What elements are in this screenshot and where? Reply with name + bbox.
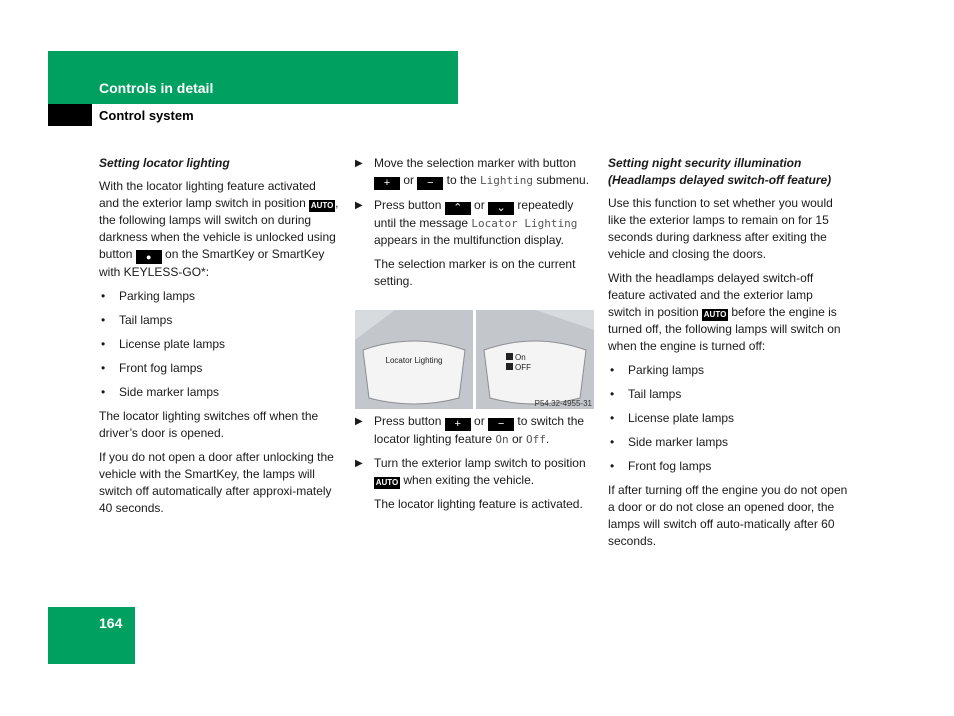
figure-id: P54.32-4955-31 — [534, 399, 592, 408]
list-item: • Parking lamps — [99, 288, 339, 305]
display-text: On — [495, 433, 509, 446]
step-text: or — [508, 432, 526, 446]
conditions-text: With the headlamps delayed switch-off feature activated and the exterior lamp switch in position — [608, 271, 814, 319]
step-text: submenu. — [533, 173, 590, 187]
intro-text: on the SmartKey or SmartKey with KEYLESS-GO*: — [99, 247, 325, 279]
step-text: . — [545, 432, 550, 446]
column-steps — [355, 155, 595, 297]
display-screen-graphic — [476, 310, 594, 409]
display-screen-graphic — [355, 310, 473, 409]
step-text: to the — [443, 173, 481, 187]
auto-switch-icon: AUTO — [310, 201, 334, 210]
locator-switch-off-text: The locator lighting switches off when the driver’s door is opened. — [99, 409, 319, 440]
locator-lamp-list — [99, 288, 339, 401]
up-button-icon: ⌃ — [445, 202, 471, 215]
step-text: repeatedly until the message — [374, 198, 574, 230]
step-text: Move the selection marker with button — [374, 156, 577, 170]
step-turn-switch — [355, 455, 595, 489]
selection-marker-note: The selection marker is on the current setting. — [374, 257, 576, 288]
auto-switch-icon: AUTO — [375, 478, 399, 487]
step-find-message — [355, 197, 595, 249]
step-arrow-icon: ▶ — [355, 416, 363, 427]
header-marker — [48, 104, 92, 126]
display-text: Locator Lighting — [471, 217, 578, 230]
screen-off-label: OFF — [515, 363, 531, 372]
night-security-conditions — [608, 270, 848, 355]
plus-button-icon: + — [374, 177, 400, 190]
unlock-button-icon: ● — [136, 250, 162, 264]
column-steps-continued — [355, 413, 595, 520]
display-text: Off — [526, 433, 546, 446]
list-item: • Tail lamps — [608, 386, 848, 403]
night-security-heading: Setting night security illumination (Headlamps delayed switch-off feature) — [608, 156, 832, 187]
display-panel-menu — [355, 310, 473, 409]
list-item: • License plate lamps — [608, 410, 848, 427]
list-item: • Parking lamps — [608, 362, 848, 379]
step-toggle-feature — [355, 413, 595, 448]
night-security-timeout-text: If after turning off the engine you do not open a door or do not close an opened door, the lamps will switch off auto-matically after 60 seconds. — [608, 483, 848, 548]
section-subtitle: Control system — [99, 108, 194, 123]
locator-heading: Setting locator lighting — [99, 156, 230, 170]
column-night-security — [608, 155, 848, 557]
minus-button-icon: − — [417, 177, 443, 190]
conditions-text: before the engine is turned off, the following lamps will switch on when the engine is turned off: — [608, 305, 841, 353]
step-arrow-icon: ▶ — [355, 158, 363, 169]
locator-intro — [99, 178, 339, 281]
auto-switch-icon: AUTO — [703, 310, 727, 319]
step-text: Press button — [374, 198, 445, 212]
step-text: appears in the multifunction display. — [374, 233, 564, 247]
display-panel-setting — [476, 310, 594, 409]
selection-marker-icon — [506, 353, 513, 360]
plus-button-icon: + — [445, 418, 471, 431]
header-band — [48, 51, 458, 104]
step-text: to switch the locator lighting feature — [374, 414, 585, 446]
page-number: 164 — [99, 615, 123, 631]
list-item: • Front fog lamps — [99, 360, 339, 377]
step-select-submenu — [355, 155, 595, 190]
option-marker-icon — [506, 363, 513, 370]
step-text: Press button — [374, 414, 445, 428]
feature-activated-note: The locator lighting feature is activated. — [374, 497, 583, 511]
step-text: when exiting the vehicle. — [400, 473, 535, 487]
step-arrow-icon: ▶ — [355, 458, 363, 469]
section-title: Controls in detail — [99, 80, 214, 96]
screen-on-label: On — [515, 353, 526, 362]
step-text: or — [400, 173, 418, 187]
list-item: • Side marker lamps — [608, 434, 848, 451]
step-text: or — [470, 198, 489, 212]
locator-timeout-text: If you do not open a door after unlocking the vehicle with the SmartKey, the lamps will switch off automatically after approxi-mately 40 seconds. — [99, 450, 334, 515]
column-locator-lighting — [99, 155, 339, 524]
display-figure — [355, 310, 593, 409]
display-text: Lighting — [480, 174, 534, 187]
step-text: Turn the exterior lamp switch to position — [374, 456, 586, 470]
screen-label: Locator Lighting — [385, 356, 443, 365]
step-arrow-icon: ▶ — [355, 200, 363, 211]
list-item: • Tail lamps — [99, 312, 339, 329]
intro-text: , the following lamps will switch on during darkness when the vehicle is unlocked using button — [99, 196, 339, 261]
step-text: or — [470, 414, 489, 428]
down-button-icon: ⌄ — [488, 202, 514, 215]
list-item: • License plate lamps — [99, 336, 339, 353]
minus-button-icon: − — [488, 418, 514, 431]
intro-text: With the locator lighting feature activated and the exterior lamp switch in position — [99, 179, 316, 210]
night-security-lamp-list — [608, 362, 848, 475]
list-item: • Front fog lamps — [608, 458, 848, 475]
night-security-intro: Use this function to set whether you would like the exterior lamps to remain on for 15 seconds during darkness after exiting the vehicle and closing the doors. — [608, 196, 833, 261]
list-item: • Side marker lamps — [99, 384, 339, 401]
